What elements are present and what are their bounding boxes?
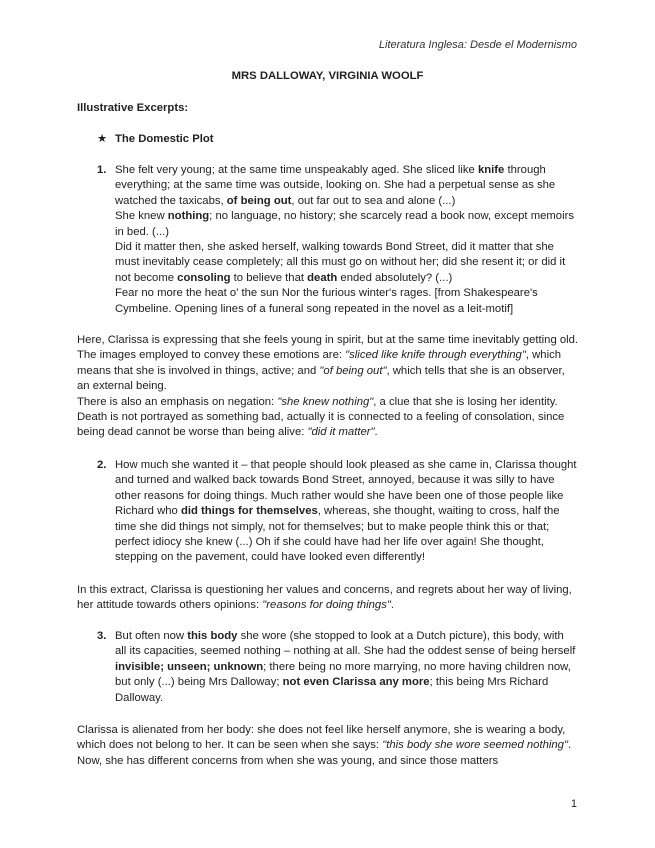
subheading-text: The Domestic Plot xyxy=(115,133,214,145)
excerpt-body: How much she wanted it – that people should look pleased as she came in, Clarissa thought and turned and walked back towards Bond Street, annoyed, because it was silly to have other reasons for doing things. Much rather would she have been one of those people like Richard who did things for themselves, whereas, she thought, waiting to cross, half the time she did things not simply, not for themselves; but to make people think this or that; perfect idiocy she knew (...) Oh if she could have had her life over again! She thought, stepping on the pavement, could have looked even differently! xyxy=(115,459,577,564)
excerpt-3 xyxy=(97,629,577,706)
document-title: MRS DALLOWAY, VIRGINIA WOOLF xyxy=(231,70,424,82)
excerpt-paragraph: She knew nothing; no language, no history; she scarcely read a book now, except memoirs in bed. (...) xyxy=(115,210,575,238)
running-header: Literatura Inglesa: Desde el Modernismo xyxy=(378,39,577,51)
excerpt-number: 3. xyxy=(97,630,107,642)
excerpt-body xyxy=(115,163,577,317)
commentary-paragraph: Here, Clarissa is expressing that she feels young in spirit, but at the same time inevitably getting old. The images employed to convey these emotions are: "sliced like knife through everything", which means that she is involved in things, active; and "of being out", which tells that she is an observer, an external being. There is also an emphasis on negation: "she knew nothing", a clue that she is losing her identity. Death is not portrayed as something bad, actually it is connected to a feeling of consolation, since being dead cannot be worse than being alive: "did it matter". xyxy=(77,333,579,441)
excerpt-number: 1. xyxy=(97,164,107,176)
commentary-paragraph: In this extract, Clarissa is questioning her values and concerns, and regrets about her way of living, her attitude towards others opinions: "reasons for doing things". xyxy=(77,584,572,612)
excerpt-number: 2. xyxy=(97,459,107,471)
section-heading: Illustrative Excerpts: xyxy=(77,102,189,114)
excerpt-body: But often now this body she wore (she stopped to look at a Dutch picture), this body, with all its capacities, seemed nothing – nothing at all. She had the oddest sense of being herself invisible; unseen; unknown; there being no more marrying, no more having children now, but only (...) being Mrs Dalloway; not even Clarissa any more; this being Mrs Richard Dalloway. xyxy=(115,630,576,704)
excerpt-paragraph: Fear no more the heat o' the sun Nor the furious winter's rages. [from Shakespeare's Cymbeline. Opening lines of a funeral song repeated in the novel as a leit-motif] xyxy=(115,287,538,315)
page-number: 1 xyxy=(570,798,577,810)
excerpt-2 xyxy=(97,458,577,566)
excerpt-paragraph: Did it matter then, she asked herself, walking towards Bond Street, did it matter that she must inevitably cease completely; all this must go on without her; did she resent it; or did it not become consoling to believe that death ended absolutely? (...) xyxy=(115,241,566,284)
excerpt-paragraph: She felt very young; at the same time unspeakably aged. She sliced like knife through everything; at the same time was outside, looking on. She had a perpetual sense as she watched the taxicabs, of being out, out far out to sea and alone (...) xyxy=(115,164,556,207)
commentary-paragraph: Clarissa is alienated from her body: she does not feel like herself anymore, she is wearing a body, which does not belong to her. It can be seen when she says: "this body she wore seemed nothing". Now, she has different concerns from when she was young, and since those matters xyxy=(77,724,572,767)
star-icon: ★ xyxy=(97,133,108,145)
commentary-paragraph: There is also an emphasis on negation: "she knew nothing", a clue that she is losing her identity. Death is not portrayed as something bad, actually it is connected to a feeling of consolation, since being dead cannot be worse than being alive: "did it matter". xyxy=(77,395,565,439)
subheading xyxy=(97,132,214,147)
excerpt-1 xyxy=(97,163,577,317)
